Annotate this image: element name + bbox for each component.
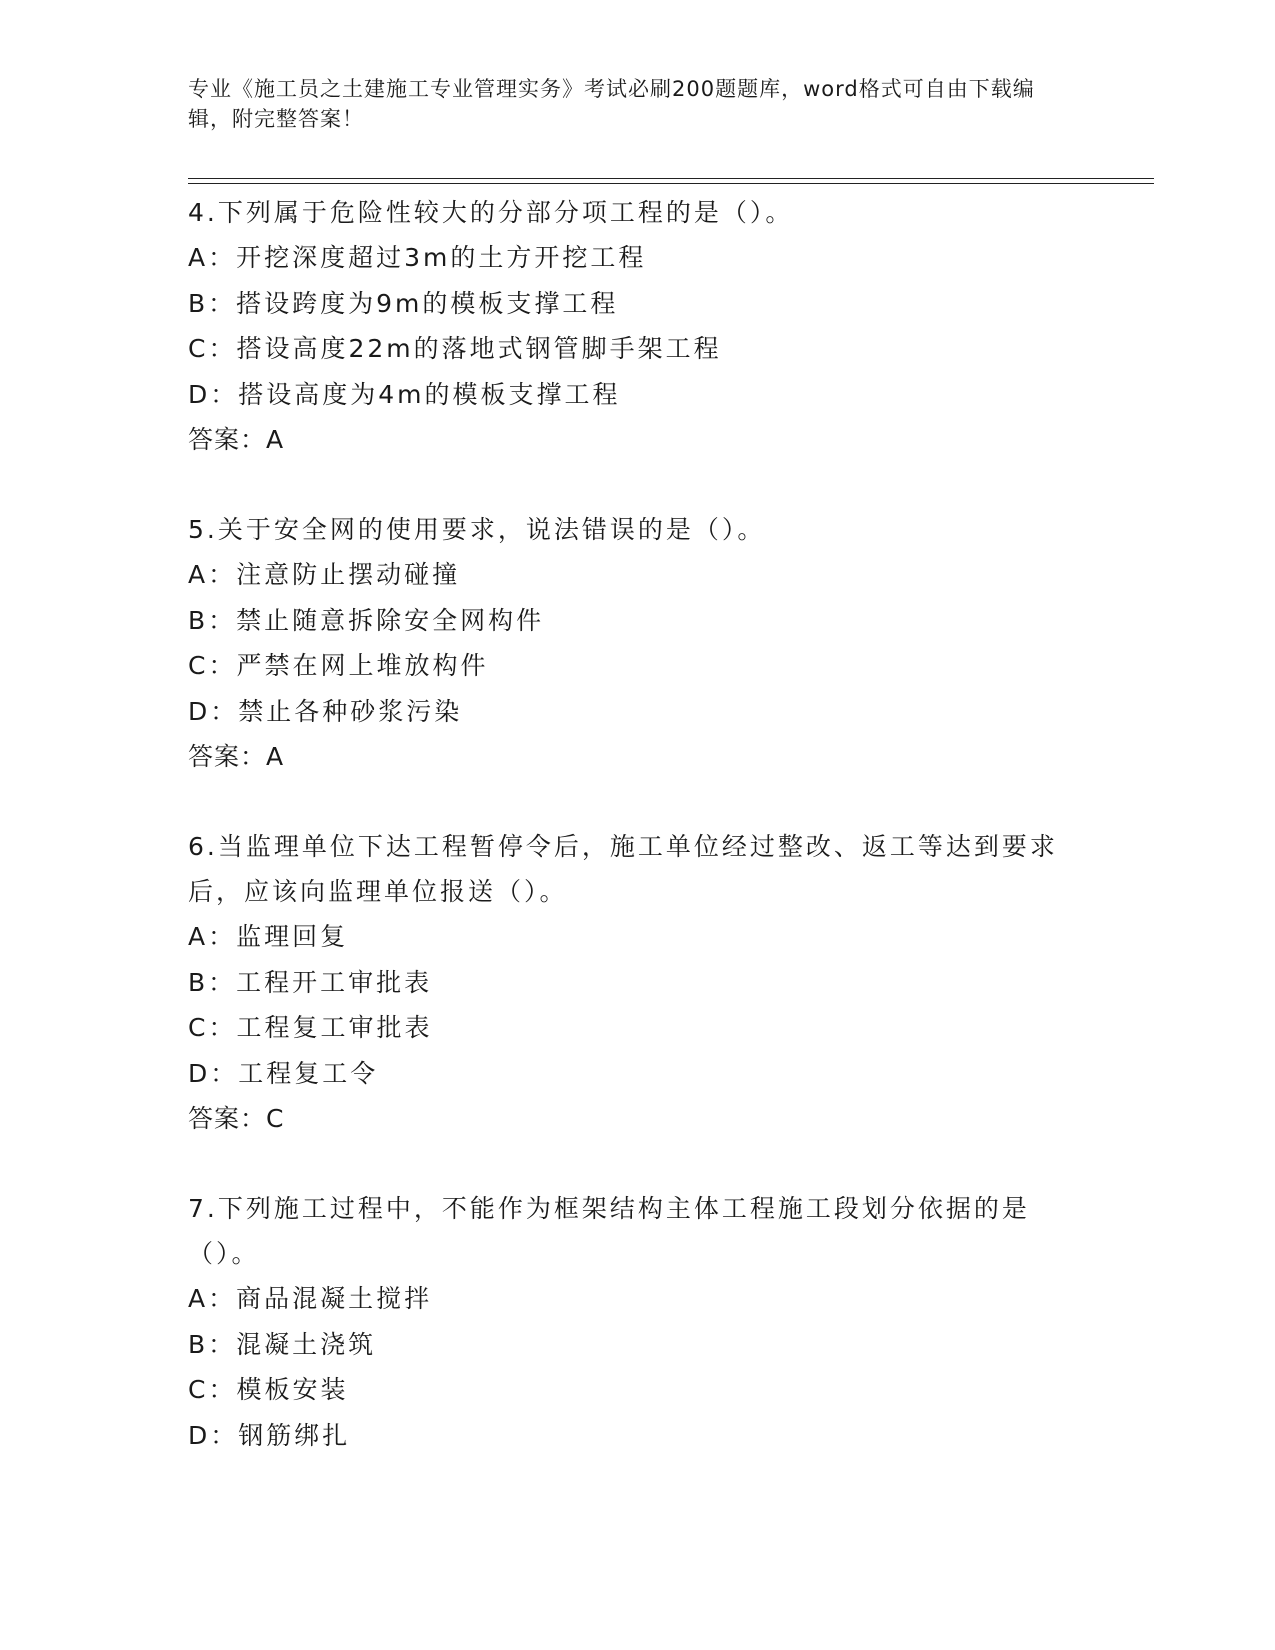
answer-text: 答案：A	[188, 425, 285, 454]
option-d: D：搭设高度为4m的模板支撑工程	[188, 379, 621, 409]
question-stem: 6.当监理单位下达工程暂停令后，施工单位经过整改、返工等达到要求后，应该向监理单位报送（）。	[188, 832, 1058, 906]
question-list	[188, 190, 1088, 1503]
question-stem: 4.下列属于危险性较大的分部分项工程的是（）。	[188, 198, 794, 227]
option-d: D：工程复工令	[188, 1058, 379, 1088]
question-item	[188, 824, 1088, 1141]
answer-text: 答案：A	[188, 742, 285, 771]
option-c: C：搭设高度22m的落地式钢管脚手架工程	[188, 334, 722, 363]
header-divider-top	[188, 178, 1154, 179]
option-c: C：严禁在网上堆放构件	[188, 651, 489, 680]
question-item	[188, 1186, 1088, 1458]
option-a: A：开挖深度超过3m的土方开挖工程	[188, 243, 647, 272]
option-d: D：钢筋绑扎	[188, 1420, 351, 1450]
document-header: 专业《施工员之土建施工专业管理实务》考试必刷200题题库，word格式可自由下载编辑，附完整答案！	[188, 77, 1035, 131]
option-a: A：注意防止摆动碰撞	[188, 560, 461, 589]
option-a: A：监理回复	[188, 922, 349, 951]
option-b: B：混凝土浇筑	[188, 1329, 377, 1359]
answer-text: 答案：C	[188, 1104, 285, 1133]
option-b: B：禁止随意拆除安全网构件	[188, 605, 545, 635]
option-b: B：工程开工审批表	[188, 967, 433, 997]
question-item	[188, 507, 1088, 779]
option-a: A：商品混凝土搅拌	[188, 1284, 433, 1313]
option-c: C：模板安装	[188, 1375, 349, 1404]
question-item	[188, 190, 1088, 462]
option-b: B：搭设跨度为9m的模板支撑工程	[188, 288, 619, 318]
question-stem: 7.下列施工过程中，不能作为框架结构主体工程施工段划分依据的是（）。	[188, 1194, 1030, 1268]
option-d: D：禁止各种砂浆污染	[188, 696, 463, 726]
option-c: C：工程复工审批表	[188, 1013, 433, 1042]
header-divider-bottom	[188, 183, 1154, 184]
question-stem: 5.关于安全网的使用要求，说法错误的是（）。	[188, 515, 766, 544]
